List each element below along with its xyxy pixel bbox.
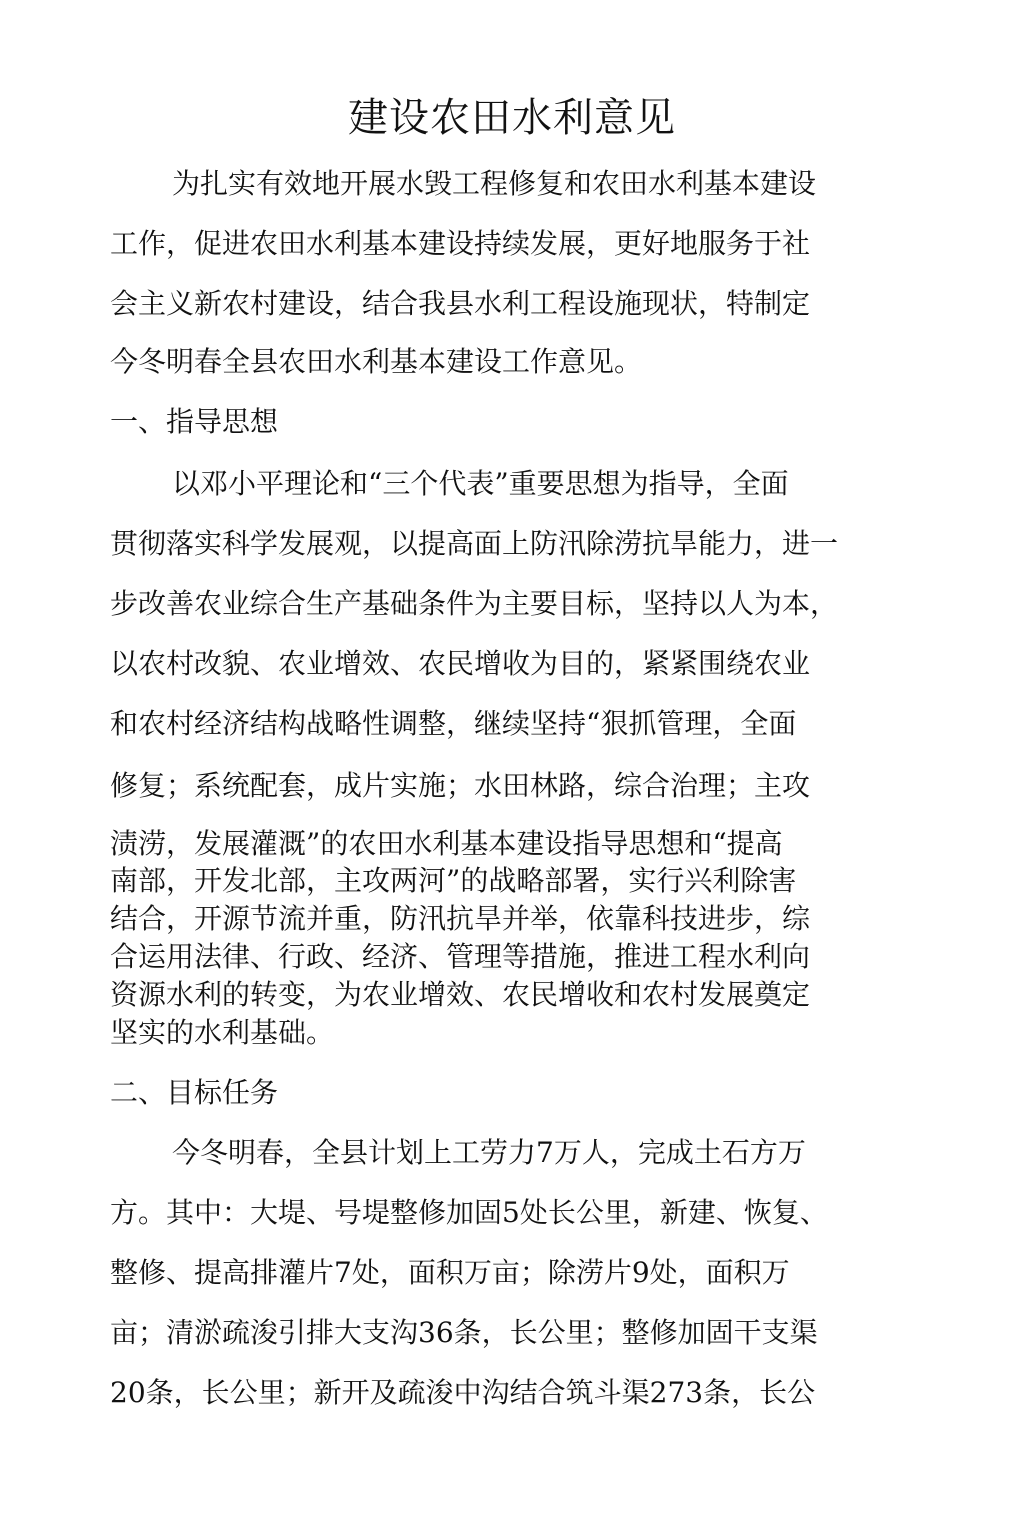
intro-line: 今冬明春全县农田水利基本建设工作意见。 bbox=[110, 345, 643, 378]
section1-line: 合运用法律、行政、经济、管理等措施，推进工程水利向 bbox=[110, 940, 811, 973]
section-heading-targets-tasks: 二、目标任务 bbox=[110, 1076, 279, 1109]
document-title: 建设农田水利意见 bbox=[348, 95, 676, 141]
section2-line: 今冬明春，全县计划上工劳力7万人，完成土石方万 bbox=[172, 1136, 806, 1169]
section2-line: 方。其中：大堤、号堤整修加固5处长公里，新建、恢复、 bbox=[110, 1196, 828, 1229]
intro-line: 工作，促进农田水利基本建设持续发展，更好地服务于社 bbox=[110, 227, 811, 260]
section1-line: 贯彻落实科学发展观，以提高面上防汛除涝抗旱能力，进一 bbox=[110, 527, 839, 560]
intro-line: 为扎实有效地开展水毁工程修复和农田水利基本建设 bbox=[172, 167, 817, 200]
section1-line: 修复；系统配套，成片实施；水田林路，综合治理；主攻 bbox=[110, 769, 811, 802]
section2-line: 整修、提高排灌片7处，面积万亩；除涝片9处，面积万 bbox=[110, 1256, 790, 1289]
section1-line: 步改善农业综合生产基础条件为主要目标，坚持以人为本， bbox=[110, 587, 839, 620]
section1-line: 渍涝，发展灌溉”的农田水利基本建设指导思想和“提高 bbox=[110, 827, 783, 860]
section2-line: 20条，长公里；新开及疏浚中沟结合筑斗渠273条，长公 bbox=[110, 1376, 816, 1409]
section1-line: 和农村经济结构战略性调整，继续坚持“狠抓管理，全面 bbox=[110, 707, 797, 740]
intro-line: 会主义新农村建设，结合我县水利工程设施现状，特制定 bbox=[110, 287, 811, 320]
section1-line: 资源水利的转变，为农业增效、农民增收和农村发展奠定 bbox=[110, 978, 811, 1011]
section1-line: 以邓小平理论和“三个代表”重要思想为指导，全面 bbox=[172, 467, 789, 500]
section1-line: 结合，开源节流并重，防汛抗旱并举，依靠科技进步，综 bbox=[110, 902, 811, 935]
section1-line: 南部，开发北部，主攻两河”的战略部署，实行兴利除害 bbox=[110, 864, 797, 897]
section-heading-guiding-ideology: 一、指导思想 bbox=[110, 405, 279, 438]
section1-line: 以农村改貌、农业增效、农民增收为目的，紧紧围绕农业 bbox=[110, 647, 811, 680]
section1-line: 坚实的水利基础。 bbox=[110, 1016, 335, 1049]
section2-line: 亩；清淤疏浚引排大支沟36条，长公里；整修加固干支渠 bbox=[110, 1316, 818, 1349]
